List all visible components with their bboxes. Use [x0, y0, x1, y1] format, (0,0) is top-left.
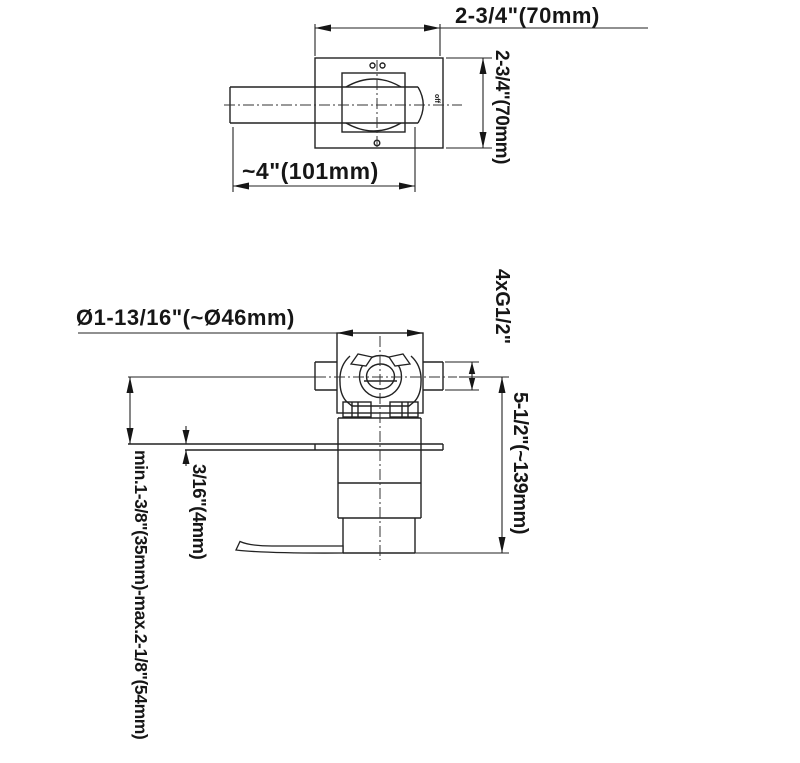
dim-label-wall-depth-range: min.1-3/8"(35mm)-max.2-1/8"(54mm)	[131, 450, 151, 740]
dim-label-connections: 4xG1/2"	[491, 269, 513, 345]
side-view-lever-handle	[236, 542, 343, 554]
dim-label-plate-width: 2-3/4"(70mm)	[455, 3, 600, 28]
side-view-wall-plate	[128, 444, 443, 450]
side-view-dimension-wall-depth	[127, 377, 316, 444]
dim-label-body-diameter: Ø1-13/16"(~Ø46mm)	[76, 305, 295, 330]
dim-label-overall-height: 5-1/2"(~139mm)	[509, 392, 531, 535]
handle-off-marking: off	[433, 94, 440, 103]
dim-label-plate-thickness: 3/16"(4mm)	[189, 464, 210, 560]
dim-label-plate-height: 2-3/4"(70mm)	[491, 50, 512, 164]
side-view-dimension-overall-height	[415, 377, 509, 553]
side-view-centerlines	[315, 336, 457, 560]
side-view-dimension-plate-thickness	[183, 426, 190, 466]
top-view-handle-assembly	[230, 63, 423, 146]
dim-label-handle-length: ~4"(101mm)	[242, 158, 379, 184]
side-view-valve-body	[315, 333, 443, 553]
side-view-dimension-thread	[445, 362, 479, 390]
